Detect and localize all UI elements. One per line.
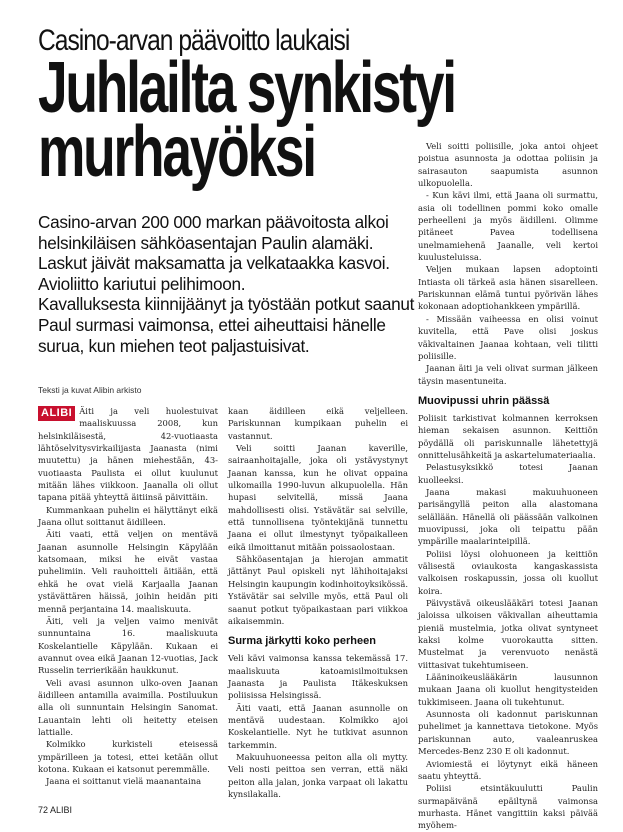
body-paragraph: Jaanan äiti ja veli olivat surman jälkeen täysin masentuneita.: [418, 363, 598, 386]
headline-line-2: murhayöksi: [38, 112, 315, 192]
article-column-2: [228, 405, 408, 800]
body-paragraph: Lääninoikeuslääkärin lausunnon mukaan Jaana oli kuollut hengitysteiden tukkimiseen. Jaana oli tukehtunut.: [418, 672, 598, 707]
body-paragraph: Poliisi etsintäkuulutti Paulin surmapäivänä epäiltynä vaimonsa murhasta. Hänet vangittiin kaksi päivää myöhem-: [418, 783, 598, 831]
body-paragraph: Päivystävä oikeuslääkäri totesi Jaanan jaloissa ulkoisen väkivallan aiheuttamia pieniä mustelmia, jotka olivat syntyneet kaksi kolme vuorokautta sitten. Mustelmat ja verenvuoto nenästä viittasivat tukehtumiseen.: [418, 598, 598, 670]
body-paragraph: Sähköasentajan ja hierojan ammatit jättänyt Paul opiskeli nyt lähihoitajaksi Helsingin kaupungin kodinhoitoyksikössä. Ystävätär sai selville myös, että Paul oli saanut potkut työpaikastaan pari viikkoa aikaisemmin.: [228, 554, 408, 626]
alibi-logo: ALIBI: [38, 406, 75, 421]
body-paragraph: Asunnosta oli kadonnut pariskunnan puhelimet ja kannettava tietokone. Myös pariskunnan auto, vaaleanruskea Mercedes-Benz 230 E oli kadonnut.: [418, 709, 598, 757]
lead-line: Avioliitto kariutui pelihimoon.: [38, 273, 246, 294]
body-paragraph: Jaana ei soittanut vielä maanantaina: [46, 776, 202, 787]
body-paragraph: Veli avasi asunnon ulko-oven Jaanan äidilleen antamilla avaimilla. Postiluukun alla oli sunnuntain Helsingin Sanomat. Lauantain lehti oli heitetty eteisen lattialle.: [38, 677, 218, 737]
photo-credit: Teksti ja kuvat Alibin arkisto: [38, 385, 142, 395]
body-paragraph: kaan äidilleen eikä veljelleen. Pariskunnan kumpikaan puhelin ei vastannut.: [228, 406, 408, 441]
lead-line: surua, kun miehen teot paljastuisivat.: [38, 335, 310, 356]
lead-line: helsinkiläisen sähköasentajan Paulin alamäki.: [38, 232, 374, 253]
body-paragraph: Veli soitti Jaanan kaverille, sairaanhoitajalle, joka oli ystävystynyt Jaanan kanssa, kun he olivat oppaina ulkomailla 1990-luvun alkupuolella. Hän hupasi selvitellä, missä Jaana mahdollisesti olisi. Ystävätär sai selville, että tunnollisena työntekijänä tunnettu Jaana ei ollut ilmestynyt työpaikalleen eikä ilmoittanut mitään poissaolostaan.: [228, 443, 408, 552]
body-text: Äiti ja veli huolestuivat maaliskuussa 2008, kun helsinkiläisestä, 42-vuotiaasta lähtöselvitysvirkailijasta Jaanasta (nimi muutettu) ja hänen miehestään, 43-vuotiaasta Paulista ei ollut kuulunut mitään lähes viikkoon. Jaanalla oli ollut tapana pitää yhteyttä äitiinsä päivittäin.: [38, 406, 218, 503]
body-paragraph: Makuuhuoneessa peiton alla oli mytty. Veli nosti peittoa sen verran, että näki peiton alla jalan, jonka varpaat oli lakattu kynsilakalla.: [228, 751, 408, 799]
body-paragraph: Äiti, veli ja veljen vaimo menivät sunnuntaina 16. maaliskuuta Koskelantielle Käpylään. Kukaan ei avannut ovea eikä Jaanan 12-vuotias, Jack Russelin terrierikään haukkunut.: [38, 615, 218, 676]
article-column-1: [38, 405, 218, 788]
lead-line: Laskut jäivät maksamatta ja velkataakka kasvoi.: [38, 253, 390, 274]
lead-paragraph: [38, 212, 458, 356]
lead-line: Casino-arvan 200 000 markan päävoitosta alkoi: [38, 212, 389, 232]
headline: [38, 48, 455, 192]
body-paragraph: Aviomiestä ei löytynyt eikä häneen saatu yhteyttä.: [418, 758, 598, 781]
body-paragraph: Veljen mukaan lapsen adoptointi Intiasta oli tärkeä asia hänen sisarelleen. Pariskunnan elämä tuntui pyörivän lähes kokonaan adoptiohankkeen ympärillä.: [418, 264, 598, 312]
body-paragraph: Poliisit tarkistivat kolmannen kerroksen hieman sekaisen asunnon. Keittiön pöydällä oli pariskunnalle lähetettyjä onnittelusähkeitä ja askartelumateriaalia.: [418, 412, 598, 460]
subheading: Muovipussi uhrin päässä: [418, 394, 550, 407]
article-column-3: [418, 140, 598, 832]
body-paragraph: Kolmikko kurkisteli eteisessä ympärilleen ja totesi, ettei ketään ollut kotona. Kukaan ei katsonut peremmälle.: [38, 739, 218, 774]
subheading: Surma järkytti koko perheen: [228, 635, 376, 648]
headline-line-1: Juhlailta synkistyi: [38, 48, 455, 128]
body-paragraph: Kummankaan puhelin ei hälyttänyt eikä Jaana ollut soittanut äidilleen.: [38, 504, 218, 528]
body-paragraph: Äiti vaati, että Jaanan asunnolle on mentävä uudestaan. Kolmikko ajoi Koskelantielle. Nyt he tutkivat asunnon tarkemmin.: [228, 702, 408, 750]
body-paragraph: Veli kävi vaimonsa kanssa tekemässä 17. maaliskuuta katoamisilmoituksen Jaanasta ja Paulista Itäkeskuksen poliisissa Helsingissä.: [228, 653, 408, 701]
page-number: 72 ALIBI: [38, 805, 73, 815]
kicker: Casino-arvan päävoitto laukaisi: [38, 24, 350, 57]
body-paragraph: - Missään vaiheessa en olisi voinut kuvitella, että Pave olisi joskus väkivaltainen Jaanaa kohtaan, veli tilitti poliisille.: [418, 313, 598, 361]
lead-line: Kavalluksesta kiinnijäänyt ja työstään potkut saanut: [38, 294, 415, 315]
lead-line: Paul surmasi vaimonsa, ettei aiheuttaisi hänelle: [38, 314, 386, 335]
body-paragraph: [38, 405, 218, 504]
body-paragraph: Äiti vaati, että veljen on mentävä Jaanan asunnolle Helsingin Käpylään katsomaan, miksi he eivät vastaa puhelimiin. Veli rauhoitteli äitiään, että ehkä he ovat vielä Karjaalla Jaanan ystävättären häissä, joihin heidän piti mennä perjantaina 14. maaliskuuta.: [38, 529, 218, 614]
body-paragraph: - Kun kävi ilmi, että Jaana oli surmattu, asia oli todellinen pommi koko omalle perheelleni ja myös äidilleni. Olimme pitäneet Pavea todellisena unelmamiehenä Jaanalle, veli kertoi kuulusteluissa.: [418, 190, 598, 263]
body-paragraph: Pelastusyksikkö totesi Jaanan kuolleeksi.: [418, 462, 598, 485]
body-paragraph: Poliisi löysi olohuoneen ja keittiön välisestä oviaukosta kangaskassista valkoisen roskapussin, jossa oli kuollut koira.: [418, 548, 598, 596]
body-paragraph: Jaana makasi makuuhuoneen parisängyllä peiton alla alastomana selällään. Hänellä oli päässään valkoinen muovipussi, joka oli teipattu pään ympärille maalarinteipillä.: [418, 486, 598, 547]
body-paragraph: Veli soitti poliisille, joka antoi ohjeet poistua asunnosta ja odottaa poliisin ja sairasauton saapumista asunnon ulkopuolella.: [418, 141, 598, 189]
